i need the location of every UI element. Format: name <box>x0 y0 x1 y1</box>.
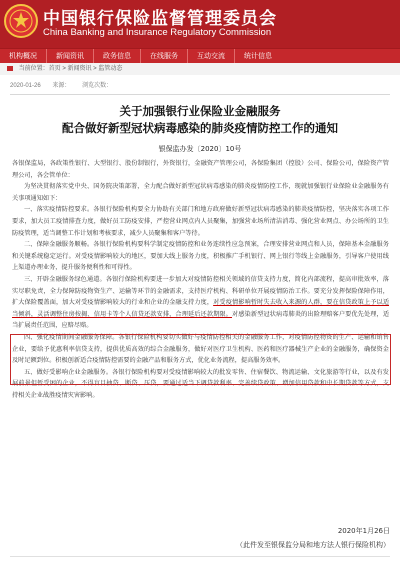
paragraph-2: 二、保障金融服务顺畅。各银行保险机构要科学制定疫情防控和业务连续性应急预案，合理安排营业网点和人员，保障基本金融服务和关键系统稳定运行。对受疫情影响较大的地区，要加大线上服务力度，积极推广手机银行、网上银行等线上金融服务，引导客户使用线上渠道办理业务，提升服务便利性和可得性。 <box>12 241 389 272</box>
highlight-box <box>10 334 391 385</box>
document-date: 2020年1月26日 <box>337 527 390 535</box>
source-label: 来源： <box>52 83 71 89</box>
nav-item-interaction[interactable]: 互动交流 <box>188 49 235 64</box>
divider <box>10 94 390 95</box>
breadcrumb-text[interactable]: 当前位置：首页 > 新闻资讯 > 监管动态 <box>18 66 123 72</box>
article-title-line1: 关于加强银行业保险业金融服务 <box>119 104 281 118</box>
breadcrumb <box>0 63 400 75</box>
nav-item-overview[interactable]: 机构概况 <box>0 49 47 64</box>
national-emblem-icon <box>4 4 38 38</box>
divider <box>10 556 390 557</box>
paragraph-4: 四、强化疫情期间金融服务保障。各银行保险机构要切实做好与疫情防控相关的金融服务工作，对疫情防控物资的生产、运输和销售企业，要给予优惠利率信贷支持，提供优质高效的综合金融服务，做好对医疗卫生机构、医药和医疗器械生产企业的金融服务，确保资金及时足额到位。积极创新适合疫情防控需要的金融产品和服务方式，优化业务流程，提高服务效率。 <box>12 333 389 365</box>
nav-item-online-service[interactable]: 在线服务 <box>141 49 188 64</box>
paragraph-5: 五、做好受影响企业金融服务。各银行保险机构要对受疫情影响较大的批发零售、住宿餐饮、物流运输、文化旅游等行业，以及有发展前景但暂受困的企业，不得盲目抽贷、断贷、压贷，要通过适当下调贷款利率、完善续贷政策、增加信用贷款和中长期贷款等方式，支持相关企业战胜疫情灾害影响。 <box>12 368 389 399</box>
addressee: 各银保监局，各政策性银行、大型银行、股份制银行，外资银行，金融资产管理公司，各保险集团（控股）公司、保险公司，保险资产管理公司，各会管单位： <box>12 160 389 179</box>
paragraph-3-part-b: 对感染新型冠状病毒肺炎的出险理赔客户要优先处理，适当扩展责任范围，应赔尽赔。 <box>12 310 390 330</box>
document-number: 银保监办发〔2020〕10号 <box>158 145 242 153</box>
nav-item-government-info[interactable]: 政务信息 <box>94 49 141 64</box>
site-title-en: China Banking and Insurance Regulatory Commission <box>43 27 272 38</box>
paragraph-3-part-a: 三、开辟金融服务绿色通道。各银行保险机构要进一步加大对疫情防控相关领域的信贷支持力度，简化内部流程，提高审批效率，落实尽职免责，全力保障防疫物资生产、运输等环节的金融需求，支持医疗机构、科研单位开展疫情防治工作。要充分发挥保险保障作用，扩大保险覆盖面，加大对受疫情影响较大的行业和企业的金融支持力度， <box>12 275 389 307</box>
nav-item-statistics[interactable]: 统计信息 <box>244 53 272 60</box>
main-nav <box>0 48 400 64</box>
home-icon <box>7 66 13 71</box>
views-label: 浏览次数： <box>82 83 113 89</box>
paragraph-1: 一、落实疫情防控要求。各银行保险机构要全力协助有关部门和地方政府做好新型冠状病毒感染的肺炎疫情防控，坚决落实各项工作要求，加大员工疫情排查力度，做好员工防疫安排，严控营业网点内人员聚集，加强营业场所清洁消毒、强化营业网点、办公场所的卫生防疫管理，适当调整工作计划和考核要求，减少人员聚集和客户等待。 <box>12 206 389 237</box>
paragraph-3-underlined: 对受疫情影响暂时失去收入来源的人群，要在信贷政策上予以适当倾斜，灵活调整住房按揭、信用卡等个人信贷还款安排，合理延后还款期限。 <box>12 299 390 318</box>
intro-paragraph: 为坚决贯彻落实党中央、国务院决策部署，全力配合做好新型冠状病毒感染的肺炎疫情防控工作，现就加强银行业保险业金融服务有关事项通知如下： <box>12 183 389 202</box>
distribution-note: （此件发至银保监分局和地方法人银行保险机构） <box>236 541 390 549</box>
site-header <box>0 0 400 48</box>
paragraph-3 <box>12 274 389 332</box>
nav-item-news[interactable]: 新闻资讯 <box>47 49 94 64</box>
publish-date: 2020-01-26 <box>10 83 41 89</box>
site-title-cn: 中国银行保险监督管理委员会 <box>43 9 277 29</box>
article-title-line2: 配合做好新型冠状病毒感染的肺炎疫情防控工作的通知 <box>62 121 338 135</box>
article-meta <box>10 80 390 92</box>
